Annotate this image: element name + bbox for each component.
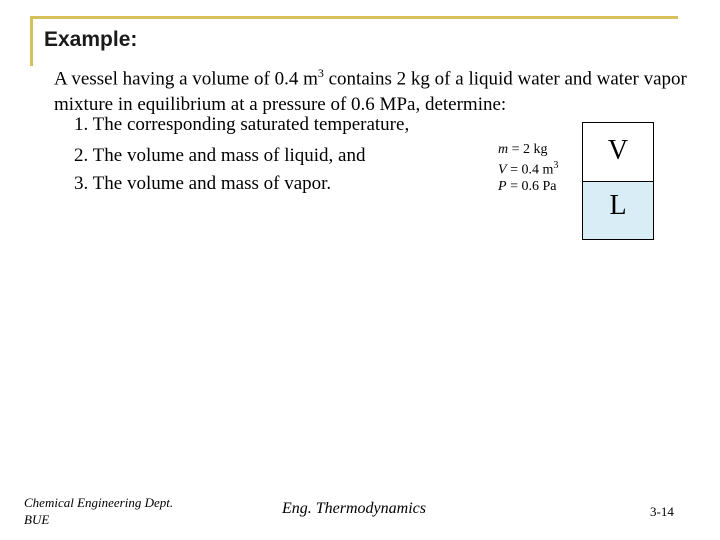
- vapor-region: [583, 123, 653, 181]
- liquid-label: L: [609, 190, 627, 221]
- pressure-value: = 0.6 Pa: [506, 178, 557, 194]
- footer-dept-line1: Chemical Engineering Dept.: [24, 495, 174, 510]
- problem-statement: [54, 60, 694, 118]
- frame-top-border: [30, 16, 678, 19]
- liquid-region: [583, 181, 653, 239]
- pressure-param: [498, 179, 558, 195]
- footer-course: Eng. Thermodynamics: [282, 500, 426, 517]
- vapor-label: V: [607, 135, 629, 166]
- footer-department: [24, 494, 173, 528]
- volume-superscript: 3: [553, 160, 559, 171]
- given-parameters: [498, 142, 558, 195]
- mass-param: [498, 142, 558, 158]
- footer-page-number: 3-14: [650, 504, 674, 519]
- pressure-symbol: P: [498, 178, 507, 194]
- footer-dept-line2: BUE: [24, 512, 50, 527]
- question-item-2: 2. The volume and mass of liquid, and: [74, 145, 366, 166]
- intro-text-a: A vessel having a volume of 0.4 m: [54, 68, 318, 90]
- volume-value: = 0.4 m: [506, 162, 554, 178]
- mass-value: = 2 kg: [508, 142, 548, 157]
- mass-symbol: m: [498, 142, 509, 157]
- vessel-diagram: [582, 122, 654, 240]
- slide-title: Example:: [44, 28, 138, 51]
- question-item-3: 3. The volume and mass of vapor.: [74, 173, 332, 194]
- volume-param: [498, 158, 558, 179]
- intro-text-b: contains 2 kg of a liquid water and water vapor mixture in equilibrium at a pressure of 0.6 MPa, determine:: [54, 68, 687, 116]
- question-item-1: 1. The corresponding saturated temperature,: [74, 114, 410, 135]
- frame-left-border: [30, 16, 33, 66]
- volume-symbol: V: [498, 162, 507, 178]
- intro-superscript: 3: [317, 66, 324, 80]
